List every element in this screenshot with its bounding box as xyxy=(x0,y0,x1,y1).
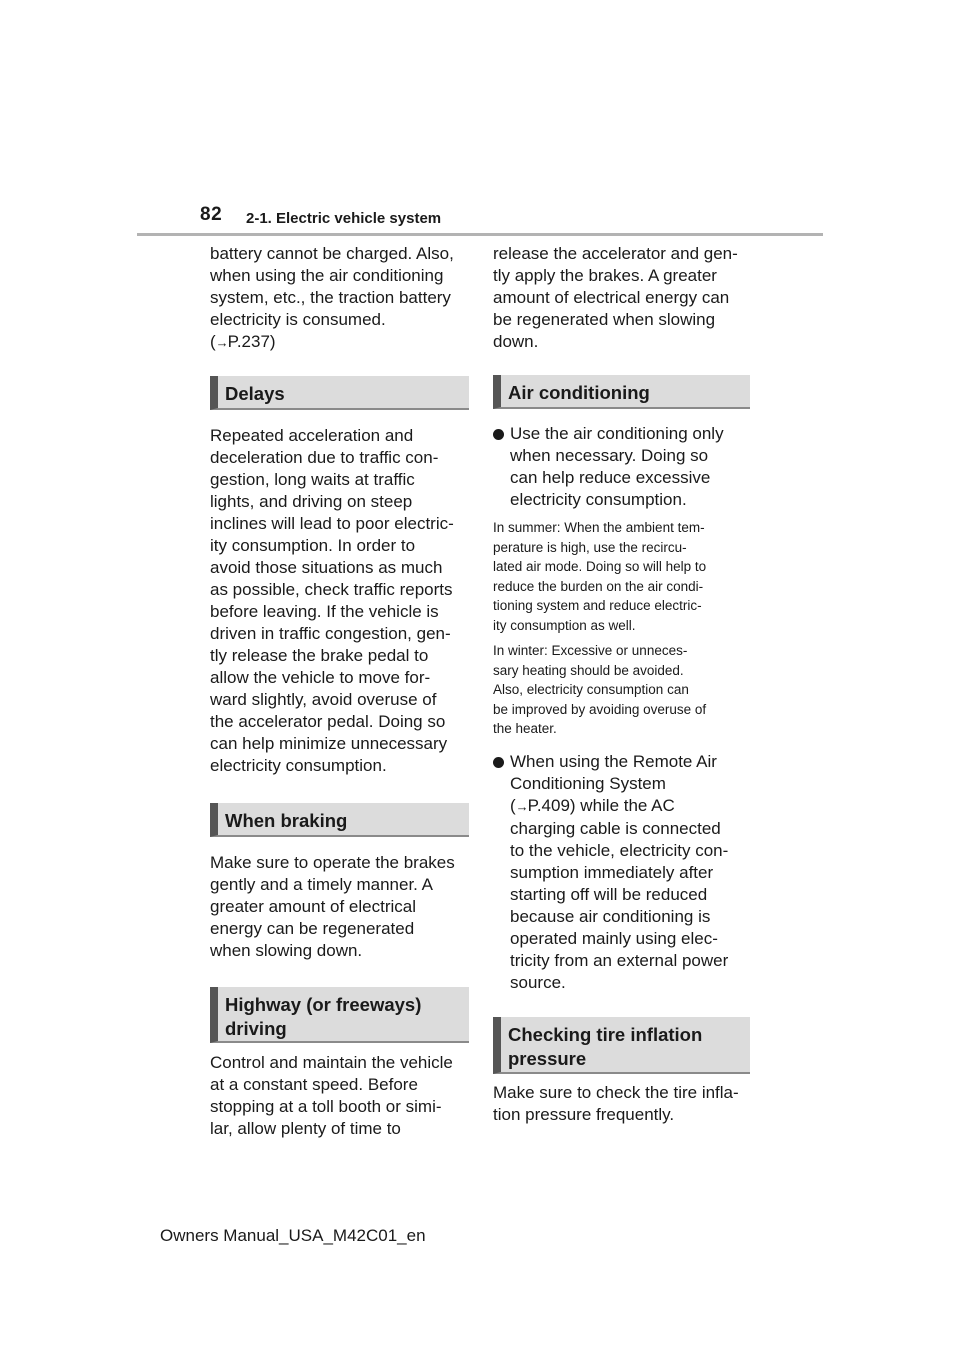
text-line: perature is high, use the recircu- xyxy=(493,539,687,555)
text-line: deceleration due to traffic con- xyxy=(210,448,439,467)
text-line: source. xyxy=(510,972,566,992)
page-reference[interactable]: (→P.409) while the AC xyxy=(510,795,675,815)
bullet-icon xyxy=(493,429,504,440)
highway-paragraph xyxy=(210,1052,470,1140)
text-line: tly release the brake pedal to xyxy=(210,646,429,665)
text-line: when necessary. Doing so xyxy=(510,446,709,465)
winter-note xyxy=(493,641,753,739)
text-line: down. xyxy=(493,332,539,351)
text-line: be improved by avoiding overuse of xyxy=(493,701,707,717)
text-line: inclines will lead to poor electric- xyxy=(210,514,454,533)
text-line: release the accelerator and gen- xyxy=(493,244,738,263)
heading-line: Highway (or freeways) xyxy=(225,994,422,1015)
text-line: sumption immediately after xyxy=(510,862,714,882)
section-title: 2-1. Electric vehicle system xyxy=(246,210,442,227)
text-line: battery cannot be charged. Also, xyxy=(210,244,454,263)
text-line: driven in traffic congestion, gen- xyxy=(210,624,451,643)
intro-paragraph xyxy=(210,243,470,354)
arrow-right-icon: → xyxy=(515,798,528,814)
text-line: charging cable is connected xyxy=(510,818,721,838)
text-line: sary heating should be avoided. xyxy=(493,662,684,678)
text-line: can help reduce excessive xyxy=(510,468,711,487)
text-line: When using the Remote Air xyxy=(510,751,717,771)
text-line: tly apply the brakes. A greater xyxy=(493,266,717,285)
text-line: system, etc., the traction battery xyxy=(210,288,451,307)
text-line: because air conditioning is xyxy=(510,906,711,926)
text-line: at a constant speed. Before xyxy=(210,1075,418,1094)
text-line: lated air mode. Doing so will help to xyxy=(493,559,707,574)
text-line: tioning system and reduce electric- xyxy=(493,598,702,613)
text-line: electricity consumption. xyxy=(210,756,387,775)
text-line: gestion, long waits at traffic xyxy=(210,470,415,489)
text-line: before leaving. If the vehicle is xyxy=(210,602,439,621)
text-line: lar, allow plenty of time to xyxy=(210,1119,401,1138)
text-line: ward slightly, avoid overuse of xyxy=(210,690,437,709)
page-ref-text: P.237 xyxy=(227,332,270,351)
tire-paragraph xyxy=(493,1082,753,1126)
text-line: Repeated acceleration and xyxy=(210,426,414,445)
braking-paragraph xyxy=(210,852,470,962)
text-line: when using the air conditioning xyxy=(210,266,444,285)
text-line: In winter: Excessive or unneces- xyxy=(493,643,688,658)
heading-line: Checking tire inflation xyxy=(508,1023,703,1045)
text-line: reduce the burden on the air condi- xyxy=(493,578,704,594)
braking-heading: When braking xyxy=(210,803,469,837)
summer-note xyxy=(493,518,753,635)
right-column xyxy=(493,241,753,1126)
text-line: operated mainly using elec- xyxy=(510,928,718,948)
text-line: amount of electrical energy can xyxy=(493,288,730,307)
bullet-icon xyxy=(493,757,504,768)
text-line: Make sure to operate the brakes xyxy=(210,853,455,872)
text-line: tion pressure frequently. xyxy=(493,1104,675,1124)
text-line: electricity consumption. xyxy=(510,490,687,509)
text-line: as possible, check traffic reports xyxy=(210,580,453,599)
text-line: Conditioning System xyxy=(510,773,666,793)
text-line: Make sure to check the tire infla- xyxy=(493,1082,739,1102)
text-line: be regenerated when slowing xyxy=(493,310,716,329)
text-line: to the vehicle, electricity con- xyxy=(510,840,729,860)
text-line: avoid those situations as much xyxy=(210,558,443,577)
text-line: Use the air conditioning only xyxy=(510,424,724,443)
header-rule xyxy=(137,233,823,236)
delays-paragraph xyxy=(210,425,470,777)
delays-heading: Delays xyxy=(210,376,469,410)
text-line: stopping at a toll booth or simi- xyxy=(210,1097,442,1116)
bullet-item xyxy=(493,423,753,511)
page-ref-text: P.409 xyxy=(527,795,570,815)
tire-heading xyxy=(493,1017,750,1074)
text-line: allow the vehicle to move for- xyxy=(210,668,431,687)
text-line: electricity is consumed. xyxy=(210,310,386,329)
text-line: greater amount of electrical xyxy=(210,897,416,916)
highway-heading xyxy=(210,987,469,1043)
text-line: energy can be regenerated xyxy=(210,919,415,938)
text-line: can help minimize unnecessary xyxy=(210,734,448,753)
text-line: starting off will be reduced xyxy=(510,884,708,904)
text-line: Also, electricity consumption can xyxy=(493,682,689,697)
left-column xyxy=(210,241,470,1140)
text-line: Control and maintain the vehicle xyxy=(210,1053,453,1072)
text-line: tricity from an external power xyxy=(510,950,729,970)
text-line: In summer: When the ambient tem- xyxy=(493,520,705,535)
text-line: the heater. xyxy=(493,721,557,736)
text-fragment: ) while the AC xyxy=(569,795,675,815)
bullet-item xyxy=(493,751,753,994)
text-line: ity consumption. In order to xyxy=(210,536,416,555)
text-line: when slowing down. xyxy=(210,941,363,960)
text-line: lights, and driving on steep xyxy=(210,492,413,511)
page-number: 82 xyxy=(200,204,223,225)
arrow-right-icon: → xyxy=(215,335,228,350)
text-line: ity consumption as well. xyxy=(493,617,636,633)
heading-line: driving xyxy=(225,1018,287,1039)
heading-line: pressure xyxy=(508,1047,587,1069)
intro-paragraph-right xyxy=(493,243,753,353)
footer-text: Owners Manual_USA_M42C01_en xyxy=(160,1226,426,1245)
text-line: the accelerator pedal. Doing so xyxy=(210,712,446,731)
text-line: gently and a timely manner. A xyxy=(210,875,434,894)
page-reference[interactable]: (→P.237) xyxy=(210,332,276,351)
ac-heading: Air conditioning xyxy=(493,375,750,409)
